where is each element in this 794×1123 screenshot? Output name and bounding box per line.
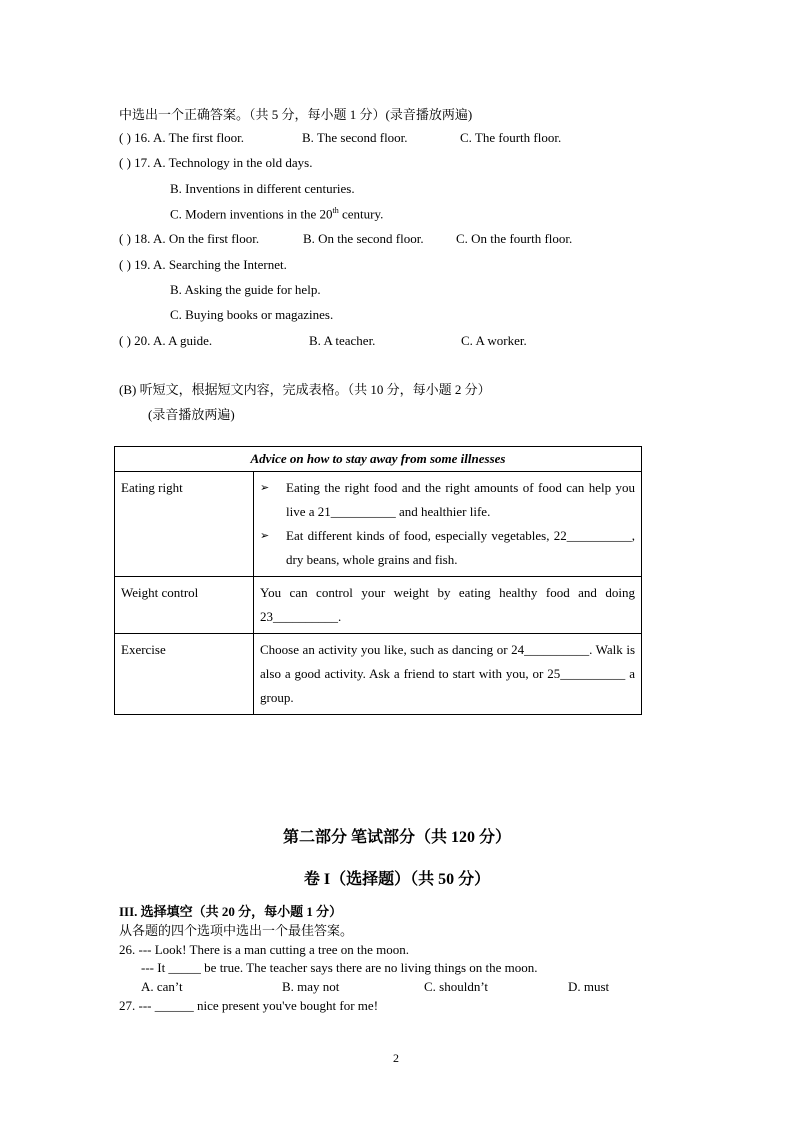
question-26-line-1: 26. --- Look! There is a man cutting a tree on the moon. xyxy=(119,942,410,957)
question-19-a: ( ) 19. A. Searching the Internet. xyxy=(119,257,287,272)
listening-b-instruction: (B) 听短文，根据短文内容，完成表格。（共 10 分，每小题 2 分） xyxy=(119,382,491,397)
question-17-c: C. Modern inventions in the 20th century. xyxy=(170,206,384,222)
arrow-bullet-icon: ➢ xyxy=(260,481,270,494)
table-header-row xyxy=(115,447,642,472)
section-instruction: 从各题的四个选项中选出一个最佳答案。 xyxy=(119,923,354,938)
question-19-c: C. Buying books or magazines. xyxy=(170,307,334,322)
question-26-option-b: B. may not xyxy=(282,979,340,994)
section-heading: III. 选择填空（共 20 分，每小题 1 分） xyxy=(119,904,343,919)
arrow-bullet-icon: ➢ xyxy=(260,529,270,542)
list-item xyxy=(260,524,635,572)
question-26-line-2: --- It _____ be true. The teacher says there are no living things on the moon. xyxy=(141,960,538,975)
question-26-option-c: C. shouldn’t xyxy=(424,979,489,994)
question-26-option-d: D. must xyxy=(568,979,610,994)
question-20-c: C. A worker. xyxy=(461,333,527,348)
question-18-b: B. On the second floor. xyxy=(303,231,424,246)
table-row xyxy=(115,634,642,715)
question-18-a: ( ) 18. A. On the first floor. xyxy=(119,231,260,246)
row-label-eating-right: Eating right xyxy=(115,472,254,577)
question-26-option-a: A. can’t xyxy=(141,979,183,994)
question-16-c: C. The fourth floor. xyxy=(460,130,562,145)
row-content-eating-right xyxy=(254,472,642,577)
bullet-text: Eating the right food and the right amounts of food can help you live a 21__________ and healthier life. xyxy=(286,480,635,519)
advice-table xyxy=(114,446,642,715)
question-16-a: ( ) 16. A. The first floor. xyxy=(119,130,245,145)
question-17-b: B. Inventions in different centuries. xyxy=(170,181,355,196)
listening-a-instruction: 中选出一个正确答案。（共 5 分，每小题 1 分）(录音播放两遍) xyxy=(119,107,473,122)
question-16-b: B. The second floor. xyxy=(302,130,408,145)
question-19-b: B. Asking the guide for help. xyxy=(170,282,321,297)
list-item xyxy=(260,476,635,524)
row-content-exercise: Choose an activity you like, such as dancing or 24__________. Walk is also a good activity. Ask a friend to start with you, or 25__________ a group. xyxy=(254,634,642,715)
part-two-title: 第二部分 笔试部分（共 120 分） xyxy=(282,829,511,846)
question-27-line-1: 27. --- ______ nice present you've bought for me! xyxy=(119,998,379,1013)
table-row xyxy=(115,577,642,634)
question-20-a: ( ) 20. A. A guide. xyxy=(119,333,213,348)
row-label-exercise: Exercise xyxy=(115,634,254,715)
question-20-b: B. A teacher. xyxy=(309,333,376,348)
bullet-text: Eat different kinds of food, especially vegetables, 22__________, dry beans, whole grains and fish. xyxy=(286,528,635,567)
table-row xyxy=(115,472,642,577)
part-two-subtitle: 卷 I（选择题）（共 50 分） xyxy=(303,871,491,888)
question-17-a: ( ) 17. A. Technology in the old days. xyxy=(119,155,313,170)
question-18-c: C. On the fourth floor. xyxy=(456,231,573,246)
listening-b-note: (录音播放两遍) xyxy=(148,407,235,422)
row-label-weight-control: Weight control xyxy=(115,577,254,634)
row-content-weight-control: You can control your weight by eating healthy food and doing 23__________. xyxy=(254,577,642,634)
page-number: 2 xyxy=(393,1051,399,1065)
table-heading: Advice on how to stay away from some illnesses xyxy=(115,447,642,472)
